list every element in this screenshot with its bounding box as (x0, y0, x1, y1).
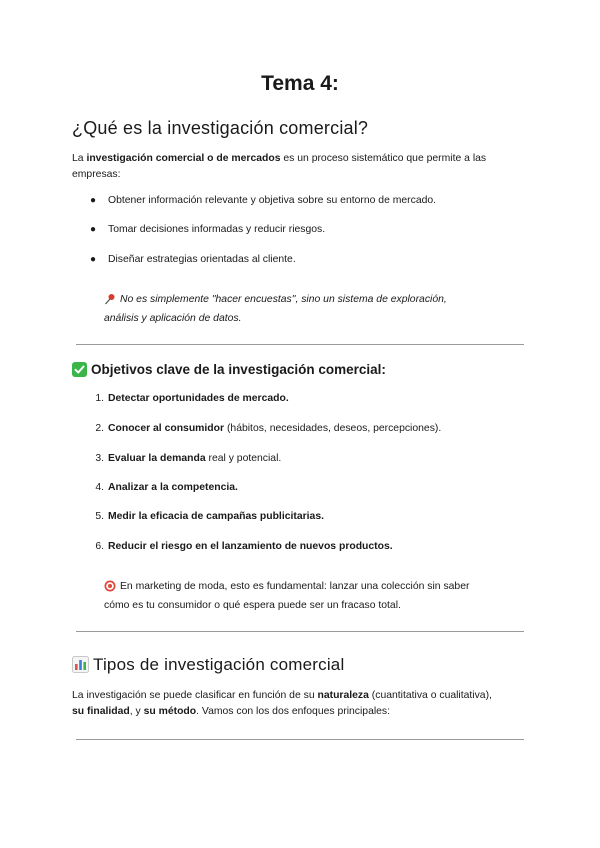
bar-chart-icon (72, 656, 89, 678)
para-text: La investigación se puede clasificar en función de su (72, 690, 318, 701)
list-item-text: Diseñar estrategias orientadas al cliente. (108, 254, 296, 265)
para-bold-text: su método (143, 706, 197, 717)
item-bold-text: Analizar a la competencia. (108, 482, 238, 493)
callout-text-line2: análisis y aplicación de datos. (104, 313, 242, 324)
para-bold-text: su finalidad (72, 706, 130, 717)
item-number: 1. (95, 393, 104, 404)
section-heading-text: Tipos de investigación comercial (93, 655, 345, 674)
pushpin-icon (104, 293, 116, 311)
list-item-text: Obtener información relevante y objetiva sobre su entorno de mercado. (108, 195, 437, 206)
callout-text-line2: cómo es tu consumidor o qué espera puede ser un fracaso total. (104, 600, 401, 611)
bullet-icon: ● (90, 224, 97, 235)
item-number: 2. (95, 423, 104, 434)
intro-text-start: La (72, 153, 87, 164)
horizontal-rule (76, 631, 524, 632)
item-number: 3. (95, 453, 104, 464)
para-text: (cuantitativa o cualitativa), (368, 690, 492, 701)
item-bold-text: Reducir el riesgo en el lanzamiento de nuevos productos. (108, 541, 393, 552)
intro-text-line2: empresas: (72, 169, 121, 180)
section-heading-text: Objetivos clave de la investigación comercial: (91, 362, 386, 377)
horizontal-rule (76, 739, 524, 740)
callout-note (104, 292, 504, 327)
callout-text-line1: En marketing de moda, esto es fundamental: lanzar una colección sin saber (120, 581, 470, 592)
item-text: (hábitos, necesidades, deseos, percepciones). (224, 423, 442, 434)
intro-text-end: es un proceso sistemático que permite a las (280, 153, 487, 164)
item-bold-text: Detectar oportunidades de mercado. (108, 393, 289, 404)
horizontal-rule (76, 344, 524, 345)
para-text: , y (129, 706, 144, 717)
callout-text-line1: No es simplemente "hacer encuestas", sino un sistema de exploración, (120, 294, 447, 305)
item-number: 6. (95, 541, 104, 552)
tipos-paragraph (72, 688, 542, 720)
item-number: 5. (95, 511, 104, 522)
item-bold-text: Evaluar la demanda (108, 453, 206, 464)
callout-note (104, 579, 504, 614)
bullet-icon: ● (90, 195, 97, 206)
bullet-icon: ● (90, 254, 97, 265)
check-mark-icon (72, 362, 87, 380)
intro-paragraph (72, 151, 542, 183)
list-item-text: Tomar decisiones informadas y reducir riesgos. (108, 224, 326, 235)
item-bold-text: Medir la eficacia de campañas publicitarias. (108, 511, 324, 522)
para-text: . Vamos con los dos enfoques principales: (196, 706, 391, 717)
section-heading-que-es: ¿Qué es la investigación comercial? (72, 118, 369, 138)
page-title: Tema 4: (261, 72, 339, 95)
item-text: real y potencial. (205, 453, 282, 464)
item-bold-text: Conocer al consumidor (108, 423, 225, 434)
section-heading-tipos (72, 655, 344, 678)
para-bold-text: naturaleza (317, 690, 369, 701)
target-icon (104, 580, 116, 598)
section-heading-objetivos (72, 362, 386, 380)
intro-text-bold: investigación comercial o de mercados (86, 153, 281, 164)
item-number: 4. (95, 482, 104, 493)
